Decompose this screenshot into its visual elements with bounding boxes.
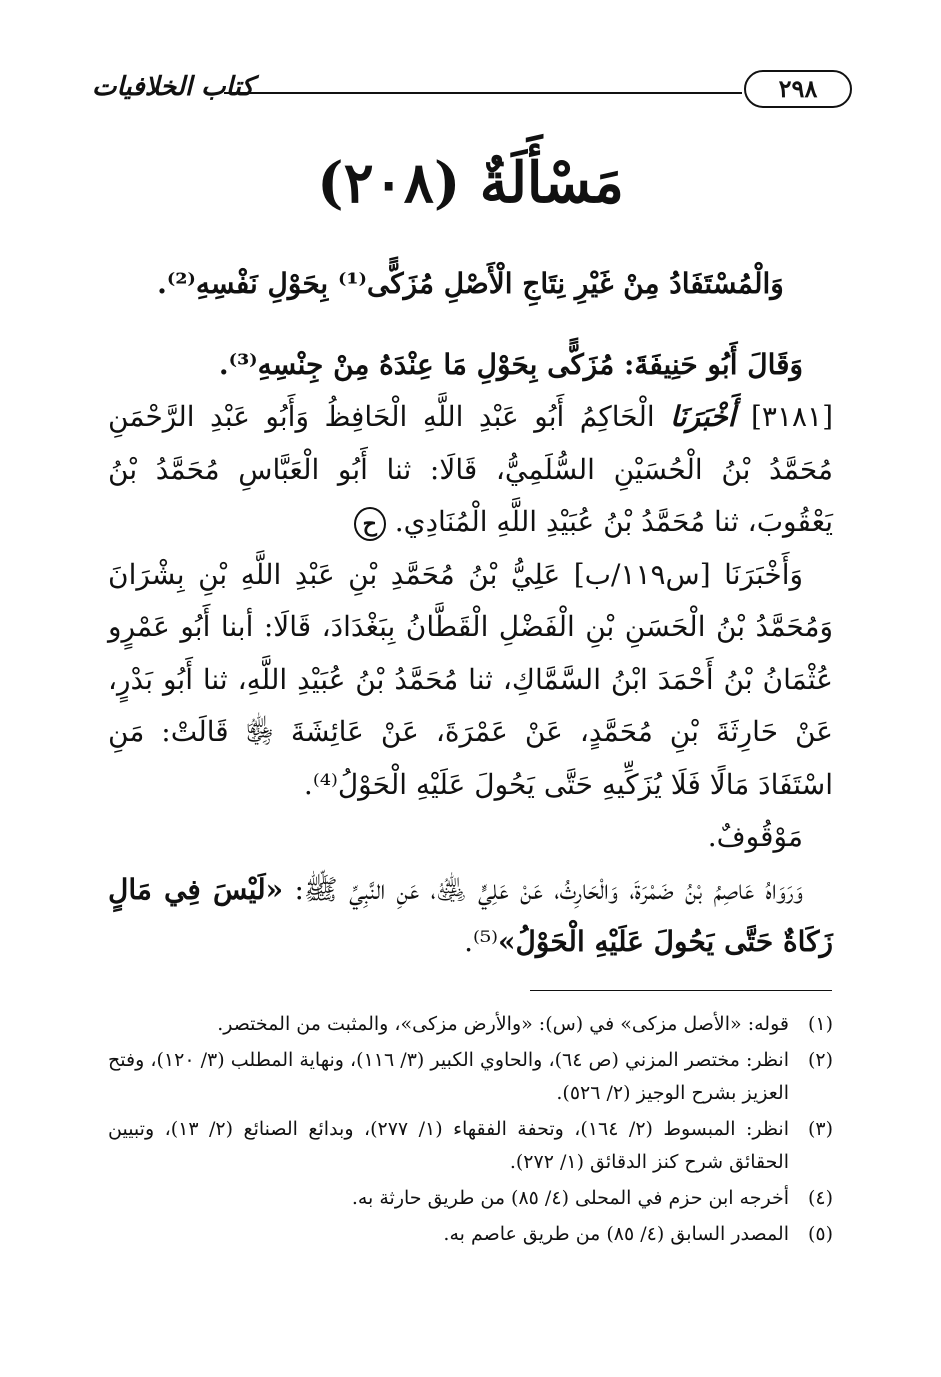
hadith-number: [٣١٨١] [750,400,834,433]
footnote-text: المصدر السابق (٤/ ٨٥) من طريق عاصم به. [443,1223,789,1245]
footnote-separator [530,990,832,991]
book-title: كتاب الخلافيات [92,72,254,102]
mawquf-note: مَوْقُوفٌ. [707,820,803,853]
issue-statement: وَالْمُسْتَفَادُ مِنْ غَيْرِ نِتَاجِ الْأَصْلِ مُزَكًّى⁽¹⁾ بِحَوْلِ نَفْسِهِ⁽²⁾. [157,267,784,300]
main-text [108,258,833,969]
riwaya-quote: «لَيْسَ فِي مَالٍ زَكَاةٌ حَتَّى يَحُولَ عَلَيْهِ الْحَوْلُ» [108,872,833,958]
footnote-number: (٢) [807,1049,833,1071]
riwaya-footnote-ref: ⁽⁵⁾. [464,925,499,958]
footnote-number: (٤) [807,1187,833,1209]
hadith-paragraph-2: وَأَخْبَرَنَا [س١١٩/ب] عَلِيُّ بْنُ مُحَمَّدِ بْنِ عَبْدِ اللَّهِ بْنِ بِشْرَانَ وَمُحَمَّدُ بْنُ الْحَسَنِ بْنِ الْفَضْلِ الْقَطَّانُ بِبَغْدَادَ، قَالَا: أبنا أَبُو عَمْرٍو عُثْمَانُ بْنُ أَحْمَدَ ابْنُ السَّمَّاكِ، ثنا مُحَمَّدُ بْنُ عُبَيْدِ اللَّهِ، ثنا أَبُو بَدْرٍ، عَنْ حَارِثَةَ بْنِ مُحَمَّدٍ، عَنْ عَمْرَةَ، عَنْ عَائِشَةَ ﵂ قَالَتْ: مَنِ اسْتَفَادَ مَالًا فَلَا يُزَكِّيهِ حَتَّى يَحُولَ عَلَيْهِ الْحَوْلُ⁽⁴⁾. [108,557,833,801]
footnotes [108,1008,833,1254]
tahwil-mark: ح [354,507,386,541]
footnote-text: انظر: المبسوط (٢/ ١٦٤)، وتحفة الفقهاء (١/ ٢٧٧)، وبدائع الصنائع (٢/ ١٣)، وتبيين الحقائق شرح كنز الدقائق (١/ ٢٧٢). [108,1118,789,1173]
footnote-text: قوله: «الأصل مزكى» في (س): «والأرض مزكى»، والمثبت من المختصر. [217,1013,789,1035]
footnote [108,1008,833,1041]
footnote-number: (٣) [807,1118,833,1140]
footnote [108,1218,833,1251]
riwaya-intro: وَرَوَاهُ عَاصِمُ بْنُ ضَمْرَةَ، وَالْحَارِثُ، عَنْ عَلِيٍّ ﵁، عَنِ النَّبِيِّ ﷺ: [294,872,804,906]
riwaya-paragraph [108,864,833,969]
footnote-number: (٥) [807,1223,833,1245]
page-header [92,70,852,110]
footnote-number: (١) [807,1013,833,1035]
footnote [108,1182,833,1215]
hadith-lead-word: أَخْبَرَنَا [670,400,736,433]
hanafi-opinion: وَقَالَ أَبُو حَنِيفَةَ: مُزَكًّى بِحَوْلِ مَا عِنْدَهُ مِنْ جِنْسِهِ⁽³⁾. [218,347,803,381]
issue-title: مَسْأَلَةٌ (٢٠٨) [317,150,624,216]
footnote [108,1113,833,1179]
header-rule [224,92,742,94]
footnote-text: انظر: مختصر المزني (ص ٦٤)، والحاوي الكبير (٣/ ١١٦)، ونهاية المطلب (٣/ ١٢٠)، وفتح العزيز بشرح الوجيز (٢/ ٥٢٦). [108,1049,790,1104]
hadith-isnad-1: الْحَاكِمُ أَبُو عَبْدِ اللَّهِ الْحَافِظُ وَأَبُو عَبْدِ الرَّحْمَنِ مُحَمَّدُ بْنُ الْحُسَيْنِ السُّلَمِيُّ، قَالَا: ثنا أَبُو الْعَبَّاسِ مُحَمَّدُ بْنُ يَعْقُوبَ، ثنا مُحَمَّدُ بْنُ عُبَيْدِ اللَّهِ الْمُنَادِي. [108,400,833,538]
hadith-paragraph-1 [108,391,833,549]
footnote [108,1044,833,1110]
footnote-text: أخرجه ابن حزم في المحلى (٤/ ٨٥) من طريق حارثة به. [351,1187,789,1209]
page-number: ٢٩٨ [744,70,852,108]
